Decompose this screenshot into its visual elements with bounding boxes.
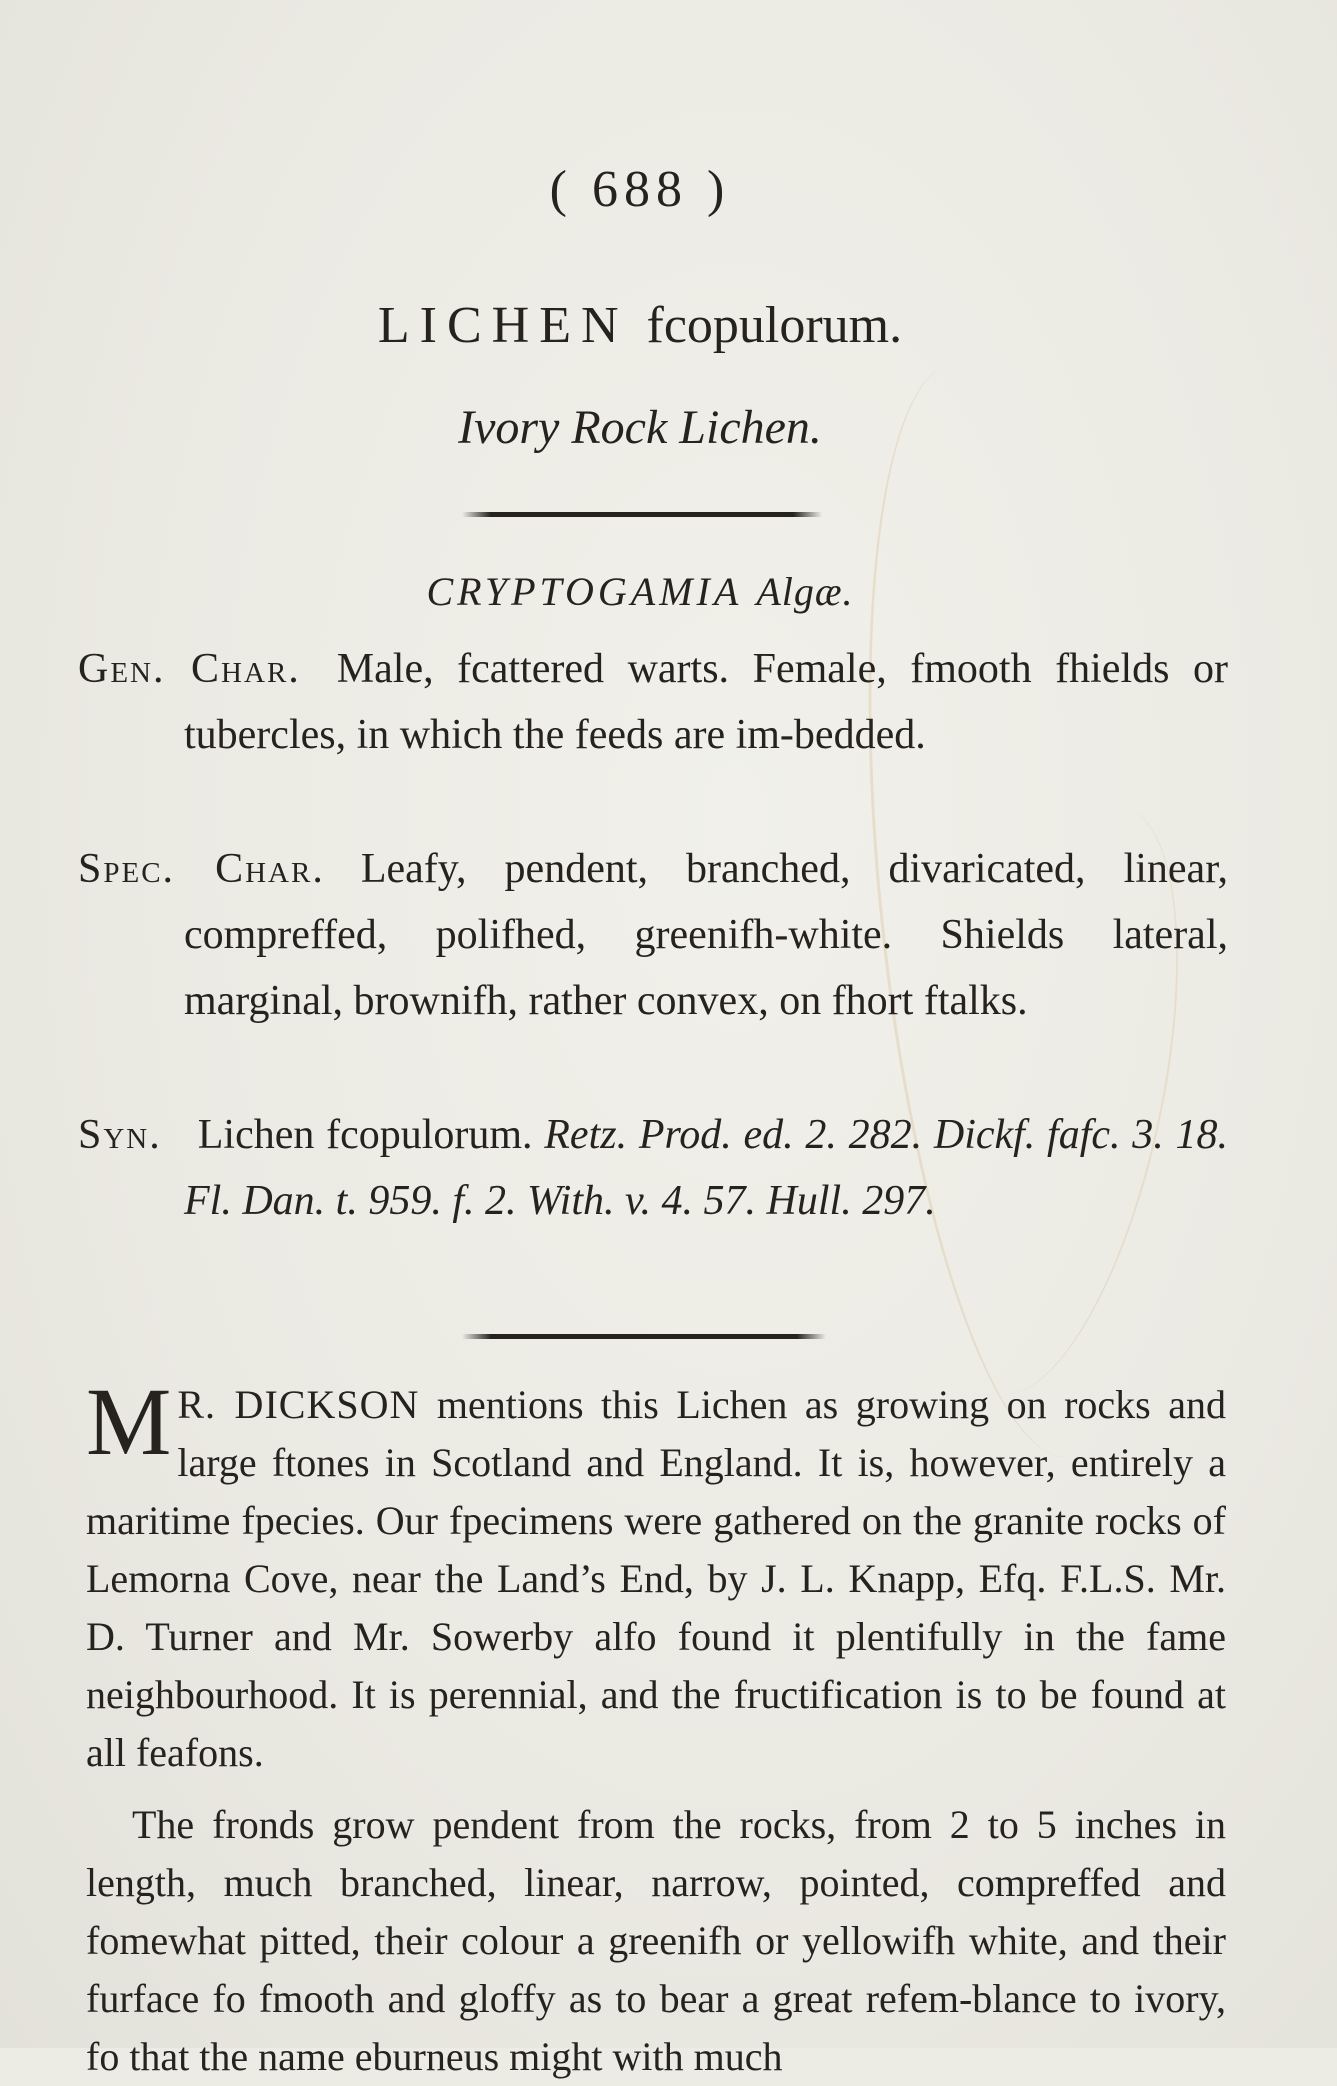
syn-label: Syn. [78,1112,162,1158]
class-name: CRYPTOGAMIA [426,569,743,614]
syn-reference: Hull. 297. [766,1178,936,1224]
ornamental-rule [462,512,822,517]
syn-reference: Dickf. fafc. 3. 18. [933,1112,1228,1158]
gen-char-text: Male, fcattered warts. Female, fmooth fhields or tubercles, in which the feeds are im-bedded. [184,646,1229,758]
species-epithet: fcopulorum. [646,297,903,354]
classification [0,568,1280,615]
generic-character [78,636,1228,768]
spec-char-label: Spec. Char. [78,846,325,892]
page-number: ( 688 ) [549,161,731,218]
paragraph-text: The fronds grow pendent from the rocks, from 2 to 5 inches in length, much branched, linear, narrow, pointed, compreffed and fomewhat pitted, their colour a greenifh or yellowifh white, and their furface fo fmooth and gloffy as to bear a great refem-blance to ivory, fo that the name eburneus might with much [86,1802,1226,2079]
synonymy [78,1102,1228,1234]
description-paragraph [86,1796,1226,2086]
description-paragraph [86,1368,1226,1782]
drop-cap: M [86,1368,172,1475]
specific-character [78,836,1228,1034]
syn-reference: Retz. Prod. ed. 2. 282. [544,1112,923,1158]
paragraph-text: mentions this Lichen as growing on rocks and large ftones in Scotland and England. It is, however, entirely a maritime fpecies. Our fpecimens were gathered on the granite rocks of Lemorna Cove, near the Land’s End, by J. L. Knapp, Efq. F.L.S. Mr. D. Turner and Mr. Sowerby alfo found it plentifully in the fame neighbourhood. It is perennial, and the fructification is to be found at all feafons. [86,1382,1226,1775]
common-name: Ivory Rock Lichen. [458,401,822,454]
syn-reference: Fl. Dan. t. 959. f. 2. [184,1178,517,1224]
paragraph-lead: R. DICKSON [177,1382,420,1427]
order-name: Algæ. [756,569,854,614]
syn-reference: With. v. 4. 57. [527,1178,757,1224]
genus-name: LICHEN [377,297,629,354]
ornamental-rule [462,1334,826,1339]
syn-name: Lichen fcopulorum. [197,1112,533,1158]
spec-char-text: Leafy, pendent, branched, divaricated, linear, compreffed, polifhed, greenifh-white. Shields lateral, marginal, brownifh, rather convex, on fhort ftalks. [184,846,1228,1024]
species-title [0,296,1280,355]
gen-char-label: Gen. Char. [78,646,301,692]
